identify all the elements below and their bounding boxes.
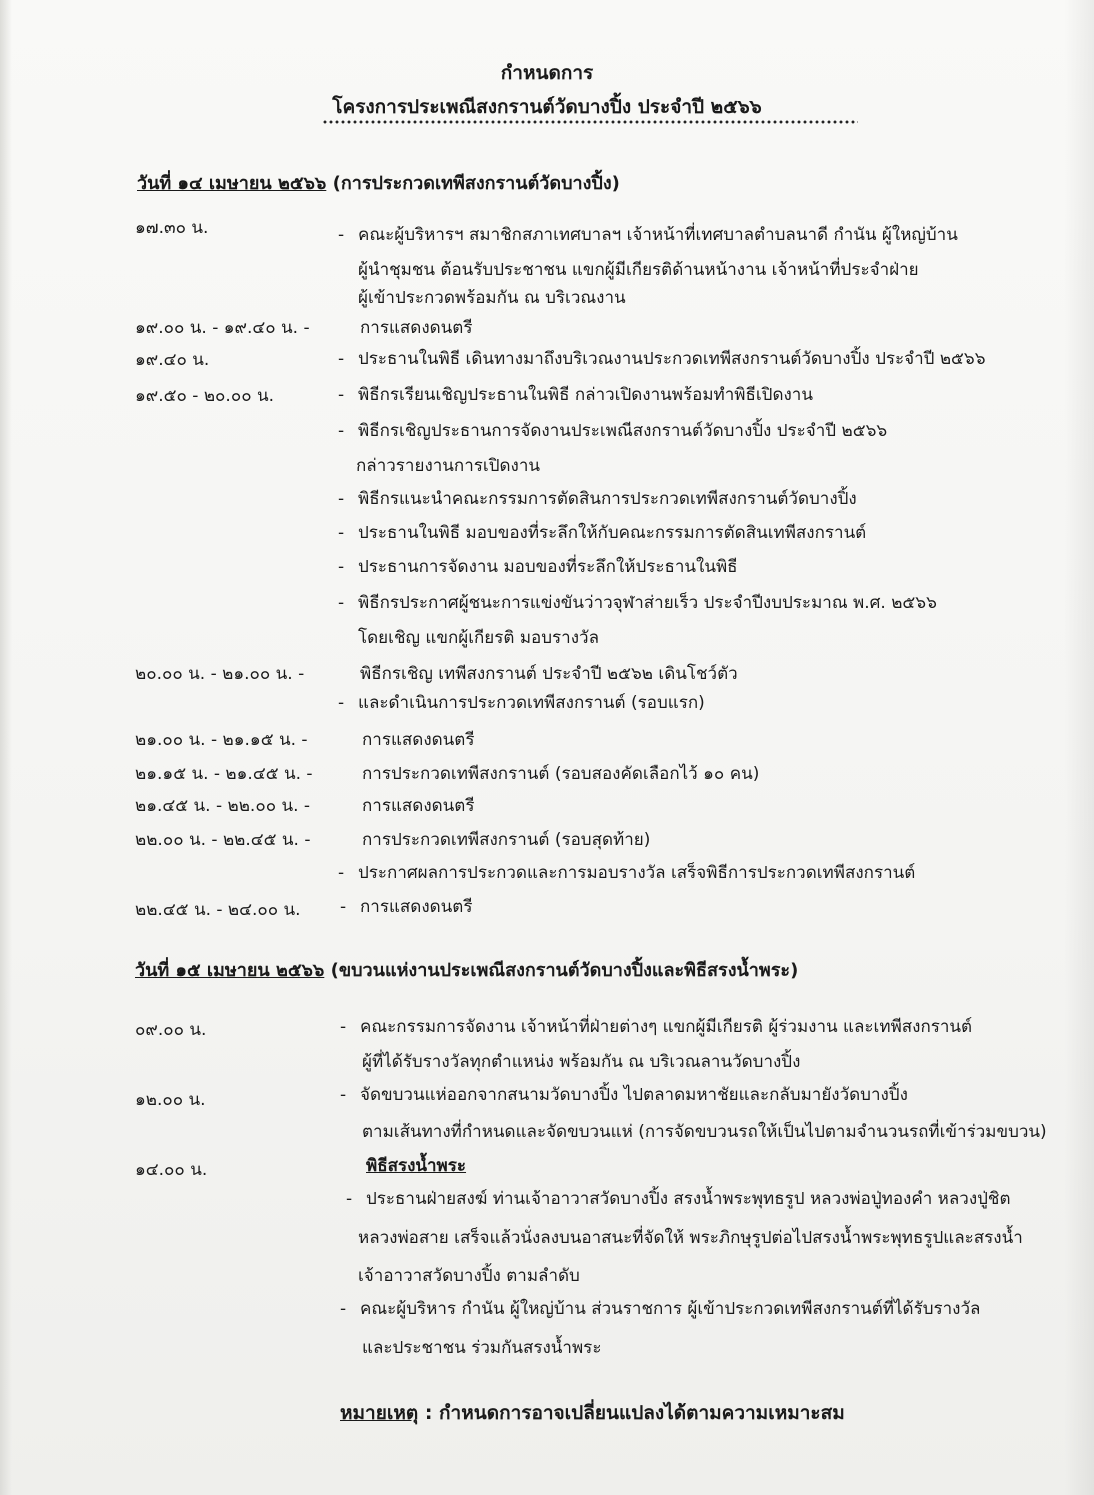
schedule-item-cont: ผู้เข้าประกวดพร้อมกัน ณ บริเวณงาน [358,288,626,308]
page-right-edge [1064,0,1094,1495]
time-label: ๑๒.๐๐ น. [135,1090,206,1110]
document-subtitle: โครงการประเพณีสงกรานต์วัดบางปิ้ง ประจำปี ๒๕๖๖ [332,96,762,118]
bathing-ceremony-heading: พิธีสรงน้ำพระ [366,1156,467,1176]
day2-heading [135,955,798,984]
time-label: ๑๙.๕๐ - ๒๐.๐๐ น. [135,386,274,406]
schedule-item-cont: เจ้าอาวาสวัดบางปิ้ง ตามลำดับ [358,1266,580,1286]
day2-date: วันที่ ๑๕ เมษายน ๒๕๖๖ [135,960,325,981]
day2-description: (ขบวนแห่งานประเพณีสงกรานต์วัดบางปิ้งและพิธีสรงน้ำพระ) [330,960,799,981]
day1-heading [137,168,620,197]
time-label: ๐๙.๐๐ น. [135,1020,207,1040]
day1-date: วันที่ ๑๔ เมษายน ๒๕๖๖ [137,173,327,194]
footnote-label: หมายเหตุ [340,1402,419,1424]
time-label: ๑๗.๓๐ น. [135,218,209,238]
schedule-item: การแสดงดนตรี [362,796,475,816]
schedule-item-cont: กล่าวรายงานการเปิดงาน [356,456,540,476]
schedule-item-cont: ผู้ที่ได้รับรางวัลทุกตำแหน่ง พร้อมกัน ณ บริเวณลานวัดบางปิ้ง [362,1052,801,1072]
time-label: ๑๙.๐๐ น. - ๑๙.๔๐ น. - [135,318,310,338]
page-left-edge [0,0,12,1495]
asterisk-divider [322,119,858,125]
time-label: ๒๑.๐๐ น. - ๒๑.๑๕ น. - [135,730,308,750]
footnote [340,1398,845,1428]
footnote-text: : กำหนดการอาจเปลี่ยนแปลงได้ตามความเหมาะสม [418,1402,845,1424]
time-label: ๒๑.๔๕ น. - ๒๒.๐๐ น. - [135,796,311,816]
schedule-item-cont: ตามเส้นทางที่กำหนดและจัดขบวนแห่ (การจัดขบวนรถให้เป็นไปตามจำนวนรถที่เข้าร่วมขบวน) [362,1122,1047,1142]
schedule-item: การแสดงดนตรี [362,730,475,750]
schedule-item: การประกวดเทพีสงกรานต์ (รอบสุดท้าย) [362,830,651,850]
day1-description: (การประกวดเทพีสงกรานต์วัดบางปิ้ง) [332,173,620,194]
schedule-item-cont: หลวงพ่อสาย เสร็จแล้วนั่งลงบนอาสนะที่จัดให้ พระภิกษุรูปต่อไปสรงน้ำพระพุทธรูปและสรงน้ำ [358,1228,1023,1248]
time-label: ๒๐.๐๐ น. - ๒๑.๐๐ น. - [135,664,305,684]
time-label: ๑๙.๔๐ น. [135,350,210,370]
schedule-item: การแสดงดนตรี [360,318,473,338]
schedule-item: พิธีกรเชิญ เทพีสงกรานต์ ประจำปี ๒๕๖๒ เดินโชว์ตัว [360,664,738,684]
time-label: ๒๒.๔๕ น. - ๒๔.๐๐ น. [135,900,301,920]
document-title: กำหนดการ [500,62,594,84]
schedule-item: การประกวดเทพีสงกรานต์ (รอบสองคัดเลือกไว้ ๑๐ คน) [362,764,760,784]
schedule-item-cont: ผู้นำชุมชน ต้อนรับประชาชน แขกผู้มีเกียรติด้านหน้างาน เจ้าหน้าที่ประจำฝ่าย [358,260,919,280]
time-label: ๑๔.๐๐ น. [135,1160,208,1180]
time-label: ๒๑.๑๕ น. - ๒๑.๔๕ น. - [135,764,313,784]
schedule-item-cont: และประชาชน ร่วมกันสรงน้ำพระ [362,1338,602,1358]
schedule-item-cont: โดยเชิญ แขกผู้เกียรติ มอบรางวัล [358,628,599,648]
time-label: ๒๒.๐๐ น. - ๒๒.๔๕ น. - [135,830,311,850]
